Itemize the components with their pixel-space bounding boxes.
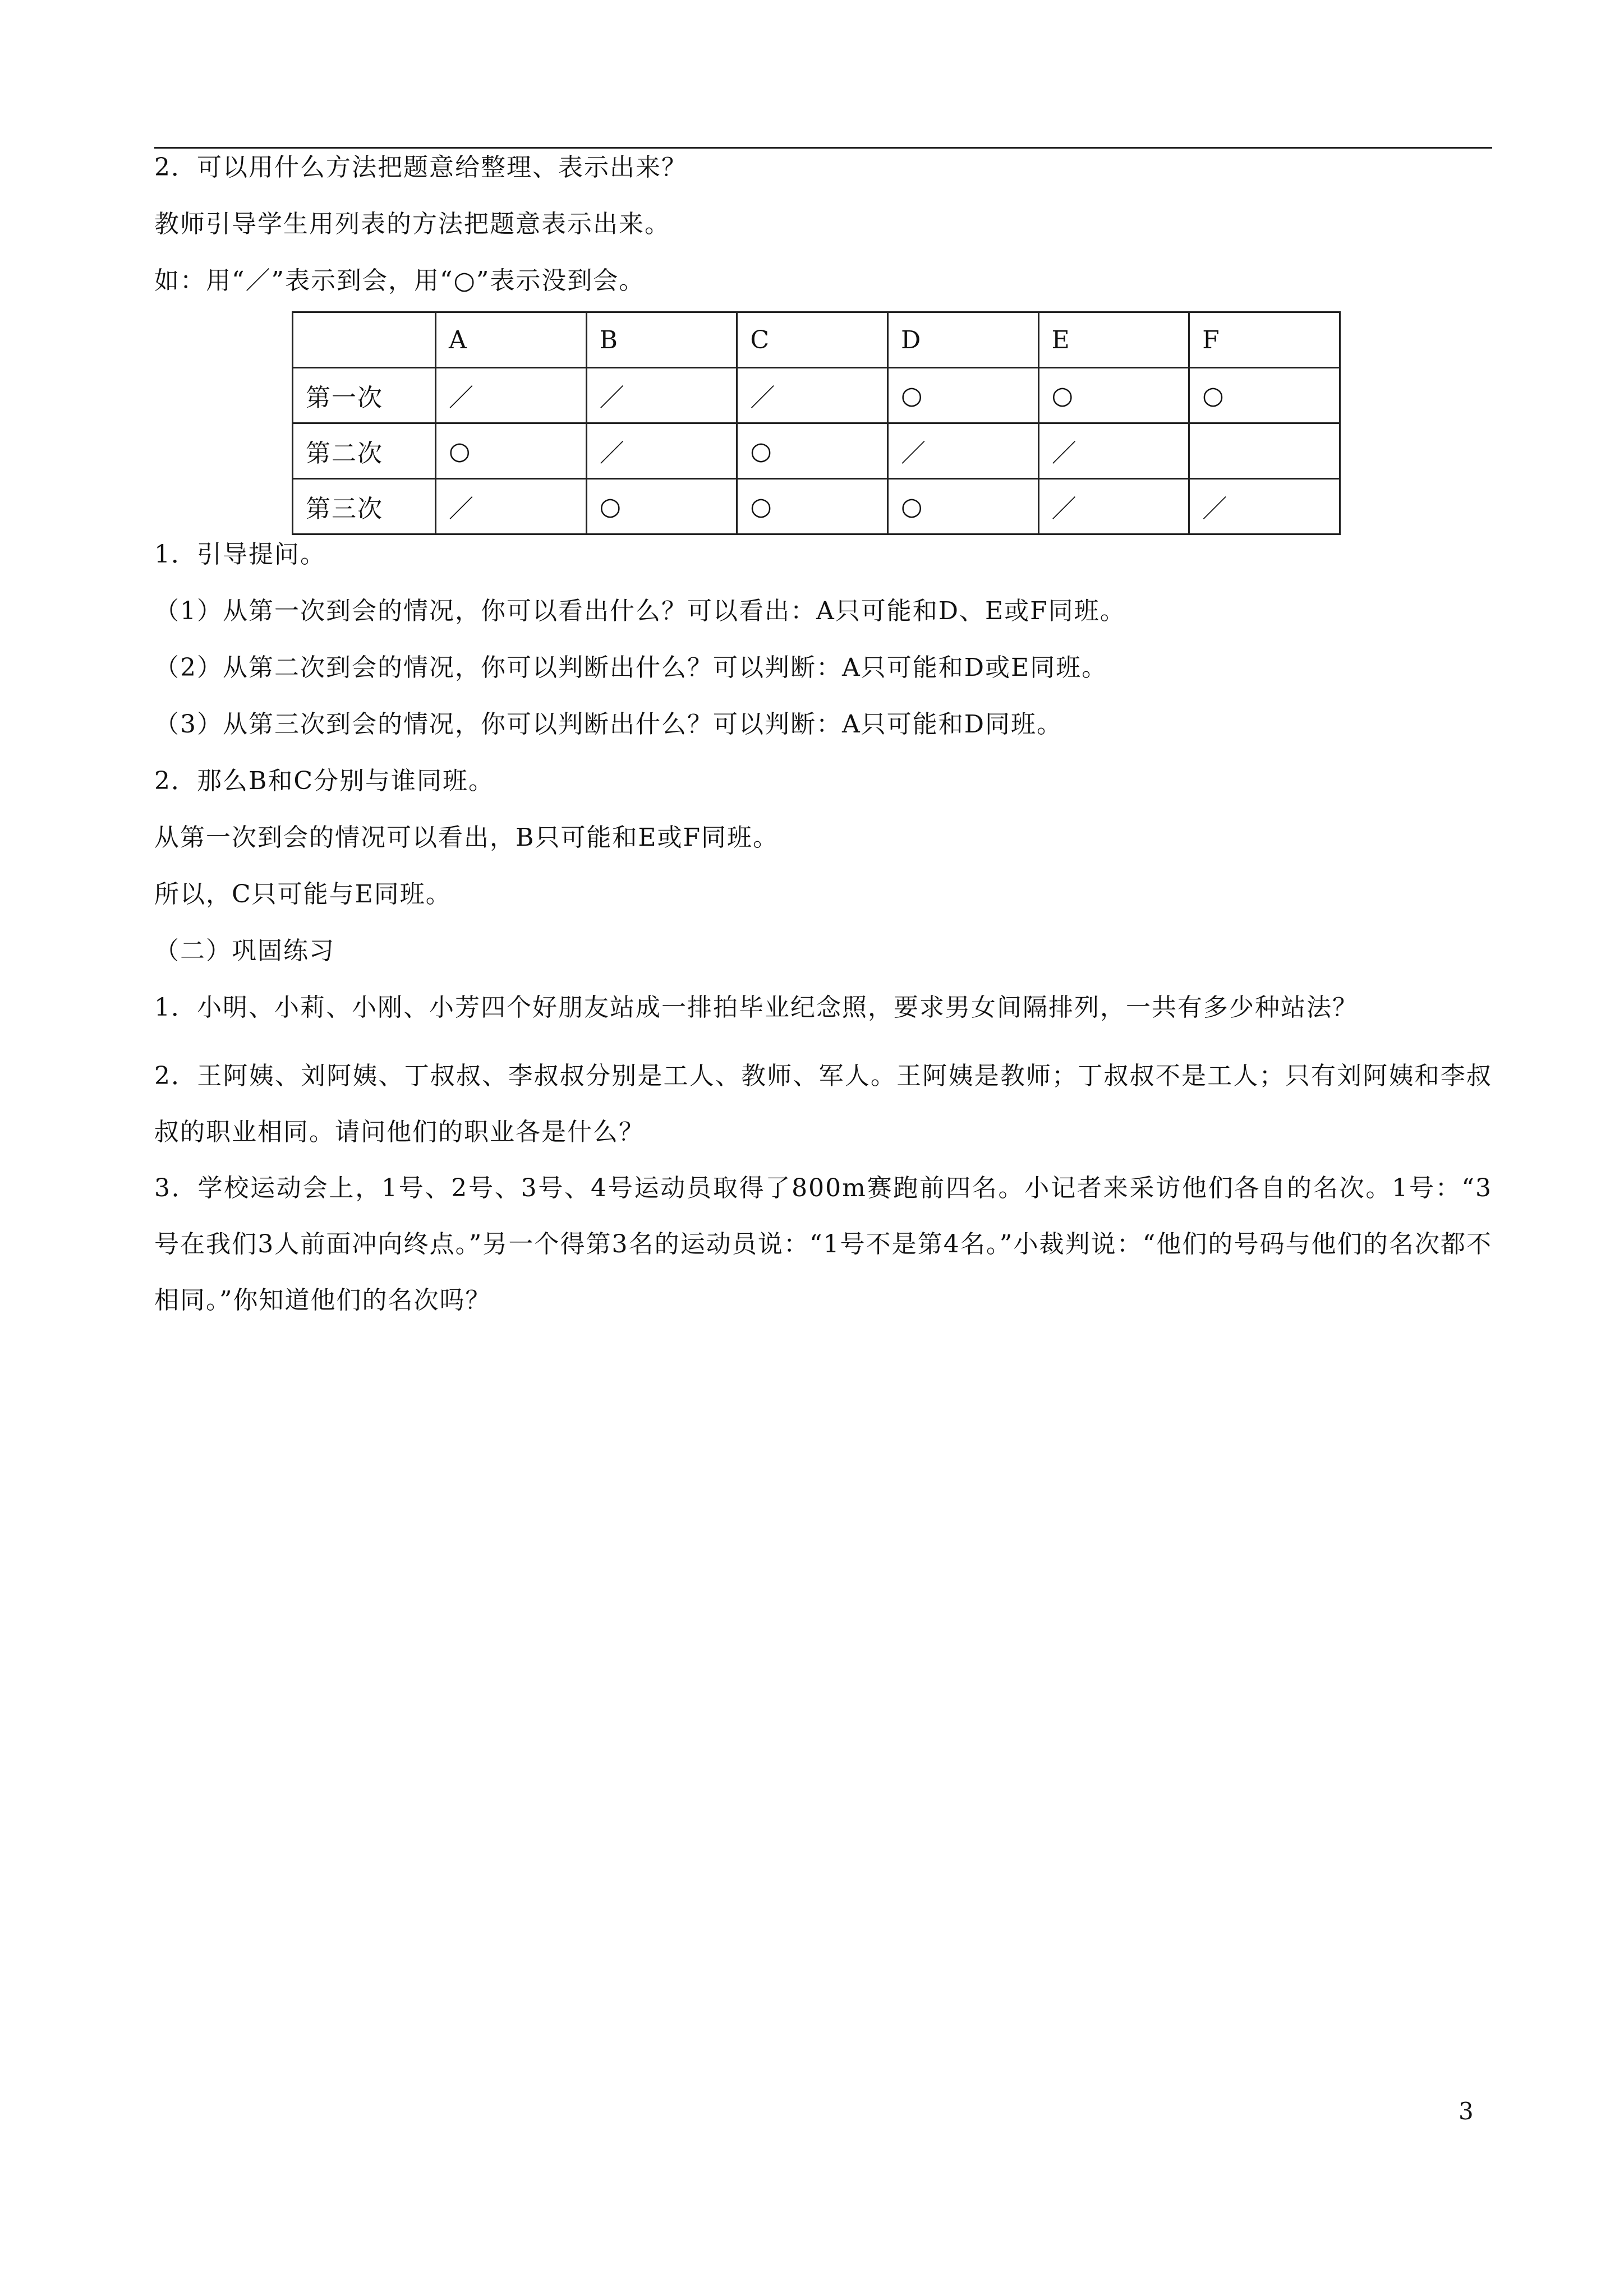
column-header-d: D [887,312,1038,368]
table-cell: ／ [436,368,587,423]
table-cell [1189,423,1340,479]
row-label: 第三次 [293,479,436,534]
question-2: 2．可以用什么方法把题意给整理、表示出来？ [154,153,687,182]
table-cell: ／ [586,368,737,423]
row-label: 第二次 [293,423,436,479]
legend-note: 如：用“／”表示到会，用“○”表示没到会。 [154,266,645,295]
analysis-item-3: （3）从第三次到会的情况，你可以判断出什么？可以判断：A只可能和D同班。 [154,710,1063,739]
table-cell: ／ [1038,423,1189,479]
table-cell: ○ [1038,368,1189,423]
table-row [293,423,1340,479]
analysis-item-1: （1）从第一次到会的情况，你可以看出什么？可以看出：A只可能和D、E或F同班。 [154,597,1126,625]
column-header-a: A [436,312,587,368]
page-number: 3 [1459,2097,1474,2125]
exercise-3: 3．学校运动会上，1号、2号、3号、4号运动员取得了800m赛跑前四名。小记者来采访他们各自的名次。1号：“3号在我们3人前面冲向终点。”另一个得第3名的运动员说：“1号不是第4名。”小裁判说：“他们的号码与他们的名次都不相同。”你知道他们的名次吗？ [154,1174,1492,1315]
column-header-b: B [586,312,737,368]
table-cell: ／ [887,423,1038,479]
table-cell: ○ [1189,368,1340,423]
analysis-item-2: （2）从第二次到会的情况，你可以判断出什么？可以判断：A只可能和D或E同班。 [154,653,1108,682]
row-label: 第一次 [293,368,436,423]
table-cell: ○ [436,423,587,479]
table-cell: ／ [737,368,888,423]
c-answer: 所以，C只可能与E同班。 [154,880,452,909]
table-cell: ／ [436,479,587,534]
column-header-f: F [1189,312,1340,368]
guide-heading: 1．引导提问。 [154,540,326,569]
table-cell: ○ [737,479,888,534]
document-body [154,151,1492,1329]
table-cell: ○ [887,368,1038,423]
table-cell: ○ [586,479,737,534]
exercise-2: 2．王阿姨、刘阿姨、丁叔叔、李叔叔分别是工人、教师、军人。王阿姨是教师；丁叔叔不是工人；只有刘阿姨和李叔叔的职业相同。请问他们的职业各是什么？ [154,1062,1492,1146]
table-row [293,368,1340,423]
table-header-row [293,312,1340,368]
exercise-1: 1．小明、小莉、小刚、小芳四个好朋友站成一排拍毕业纪念照，要求男女间隔排列，一共有多少种站法？ [154,993,1358,1022]
table-cell: ／ [1189,479,1340,534]
column-header-e: E [1038,312,1189,368]
practice-heading: （二）巩固练习 [154,937,335,965]
table-cell: ○ [737,423,888,479]
teacher-guide: 教师引导学生用列表的方法把题意表示出来。 [154,210,670,238]
table-cell: ／ [586,423,737,479]
table-cell: ○ [887,479,1038,534]
attendance-table [292,311,1341,535]
column-header-c: C [737,312,888,368]
table-cell: ／ [1038,479,1189,534]
table-corner-cell [293,312,436,368]
table-row [293,479,1340,534]
question-b-c: 2．那么B和C分别与谁同班。 [154,767,494,795]
b-answer: 从第一次到会的情况可以看出，B只可能和E或F同班。 [154,823,779,852]
attendance-table-wrapper [292,311,1492,535]
header-rule [154,147,1492,149]
